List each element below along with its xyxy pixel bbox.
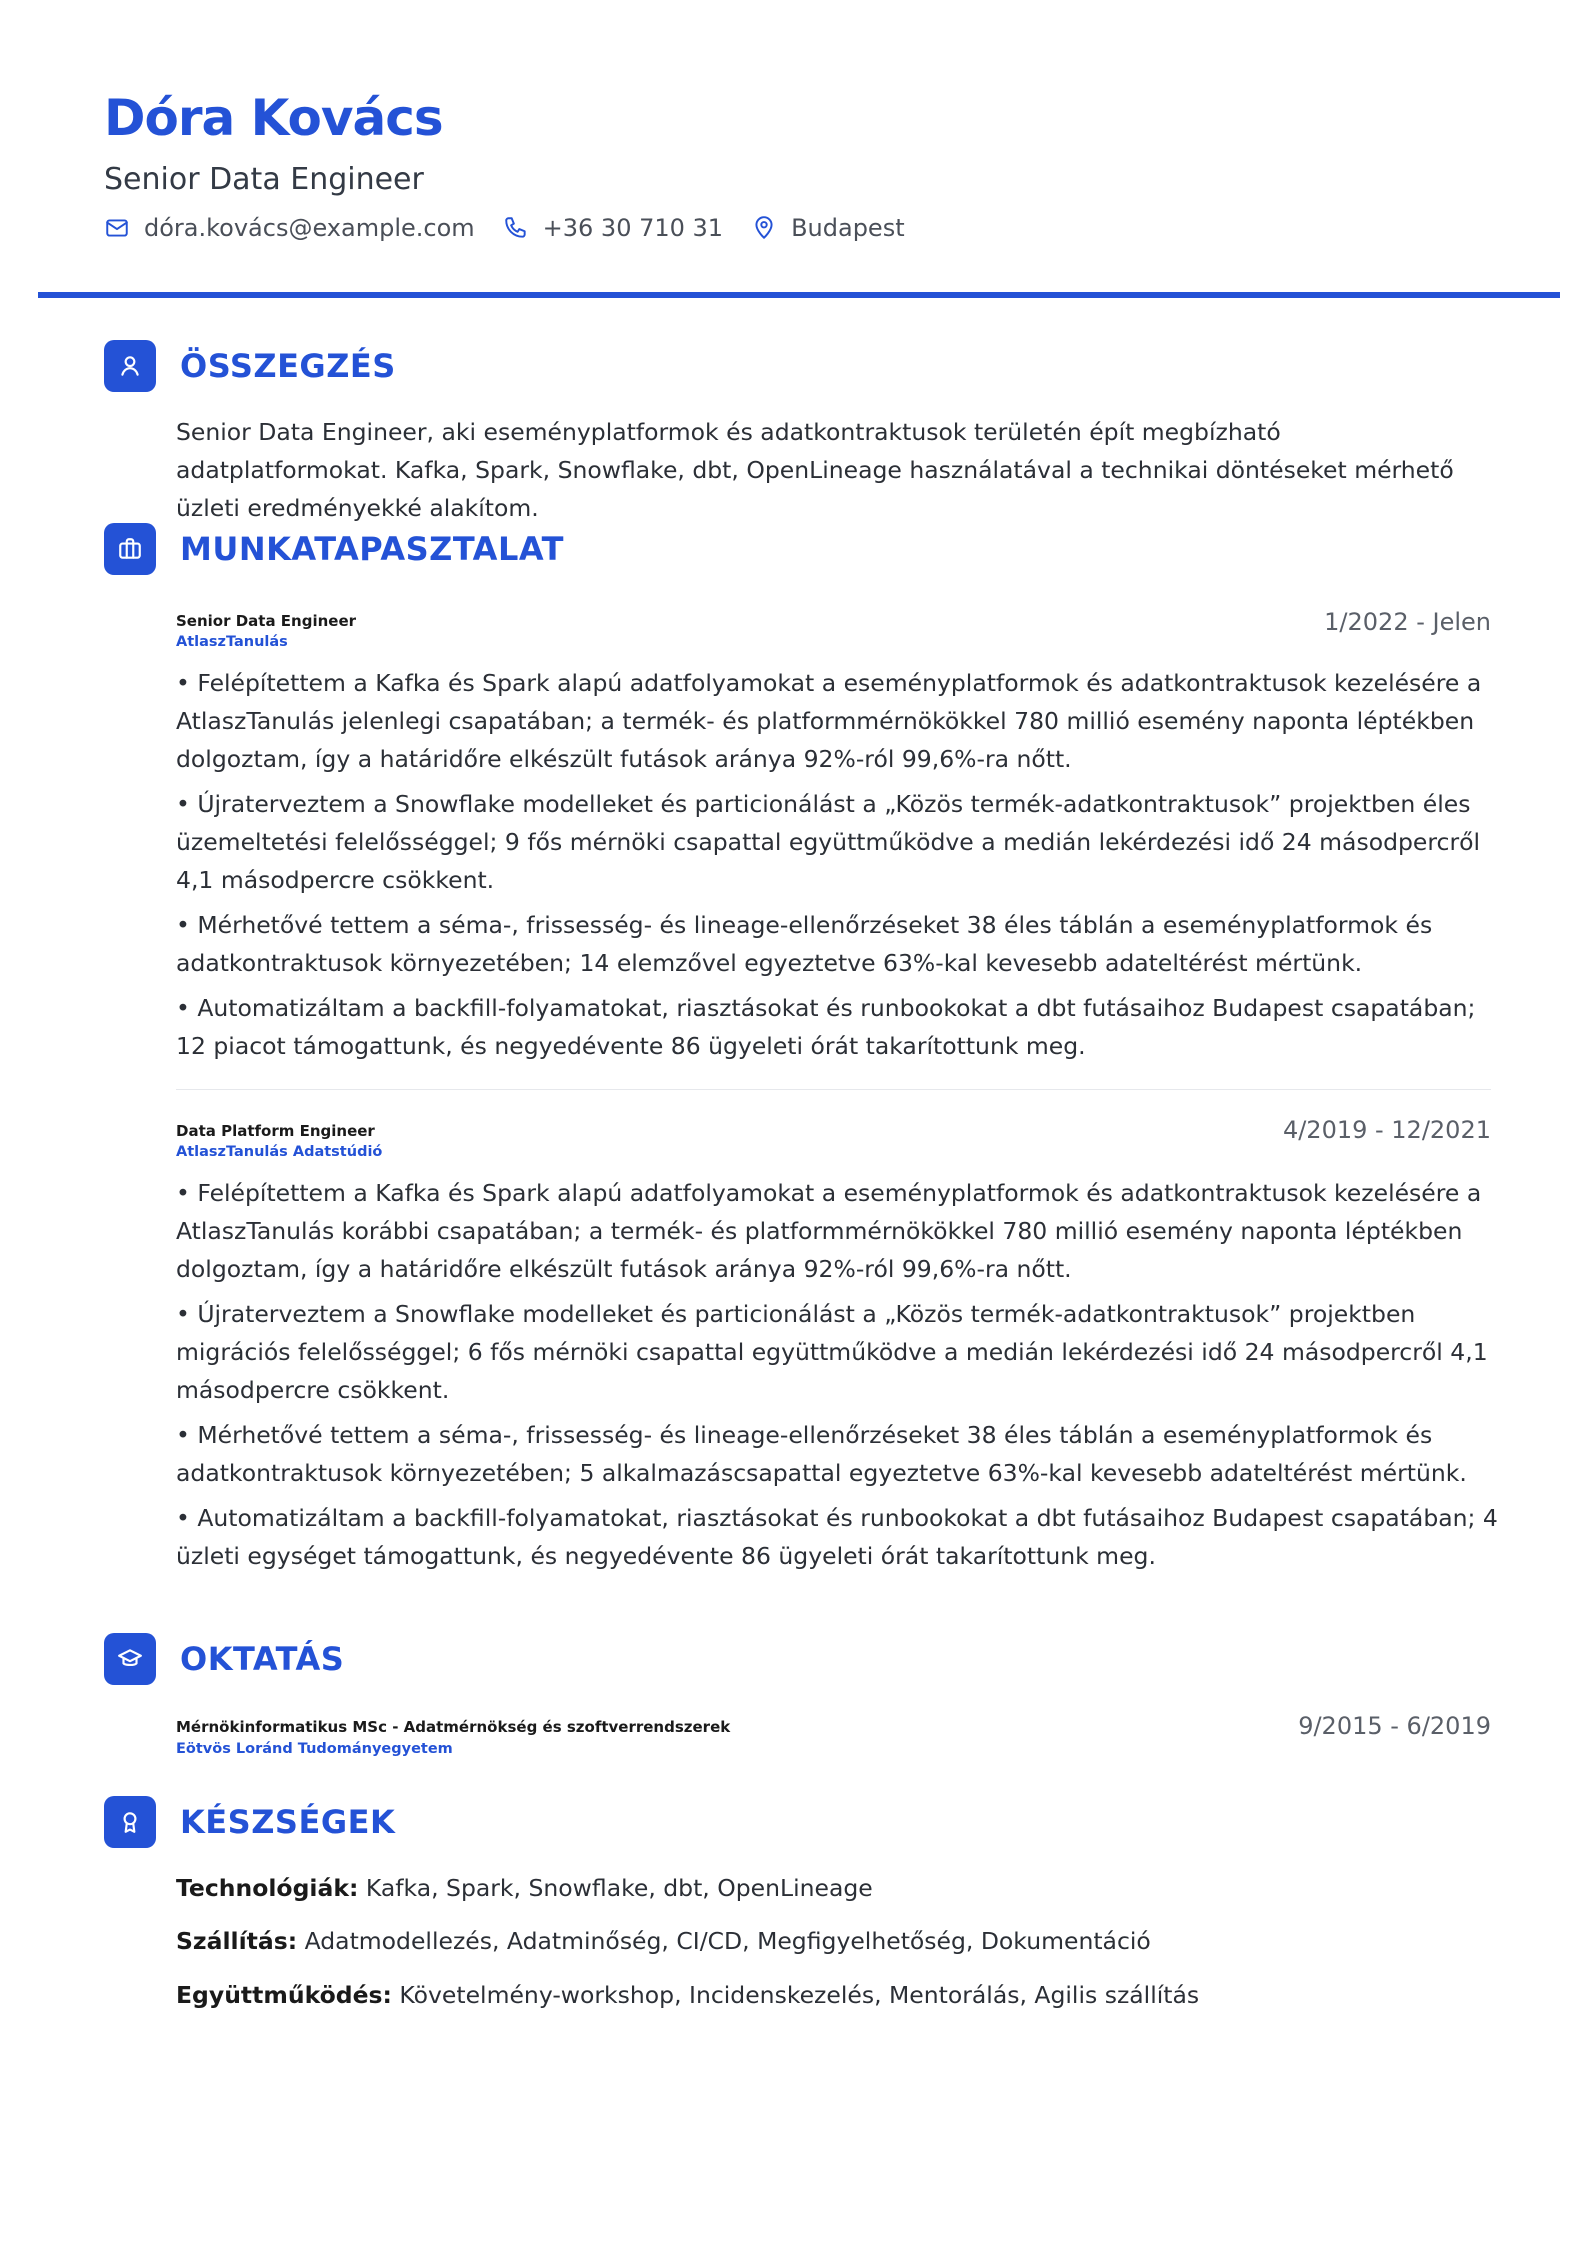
candidate-role: Senior Data Engineer <box>104 162 424 197</box>
summary-badge <box>104 340 156 392</box>
skill-value: Adatmodellezés, Adatminőség, CI/CD, Megfigyelhetőség, Dokumentáció <box>304 1927 1151 1955</box>
education-badge <box>104 1633 156 1685</box>
job-company: AtlaszTanulás Adatstúdió <box>176 1144 383 1160</box>
skill-row <box>176 1977 1199 2013</box>
user-icon <box>117 353 143 379</box>
contact-location <box>751 214 905 242</box>
job-title: Data Platform Engineer <box>176 1122 375 1140</box>
school-name: Eötvös Loránd Tudományegyetem <box>176 1741 453 1757</box>
job-dates: 1/2022 - Jelen <box>1324 608 1491 636</box>
experience-title: MUNKATAPASZTALAT <box>180 530 564 568</box>
contact-email[interactable] <box>104 214 475 242</box>
skill-row <box>176 1923 1151 1959</box>
phone-text: +36 30 710 31 <box>542 214 724 242</box>
mail-icon <box>104 215 130 241</box>
list-item: • Felépítettem a Kafka és Spark alapú adatfolyamokat a eseményplatformok és adatkontraktusok kezelésére a AtlaszTanulás korábbi csapatában; a termék- és platformmérnökökkel 780 millió esemény naponta léptékben dolgoztam, így a határidőre elkészült futások aránya 92%-ról 99,6%-ra nőtt. <box>176 1179 1482 1283</box>
job-dates: 4/2019 - 12/2021 <box>1282 1116 1491 1144</box>
list-item: • Automatizáltam a backfill-folyamatokat, riasztásokat és runbookokat a dbt futásaihoz Budapest csapatában; 4 üzleti egységet támogattunk, és negyedévente 86 ügyeleti órát takarítottunk meg. <box>176 1504 1498 1570</box>
location-text: Budapest <box>791 214 905 242</box>
job-company: AtlaszTanulás <box>176 634 288 650</box>
header-divider <box>38 292 1560 298</box>
briefcase-icon <box>117 536 143 562</box>
job-bullets <box>176 1174 1506 1582</box>
contact-phone[interactable] <box>503 214 723 242</box>
summary-text: Senior Data Engineer, aki eseményplatformok és adatkontraktusok területén épít megbízható adatplatformokat. Kafka, Spark, Snowflake, dbt, OpenLineage használatával a technikai döntéseket mérhető üzleti eredményekké alakítom. <box>176 418 1454 522</box>
summary-title: ÖSSZEGZÉS <box>180 347 396 385</box>
list-item: • Újraterveztem a Snowflake modelleket és particionálást a „Közös termék-adatkontraktusok” projektben migrációs felelősséggel; 6 fős mérnöki csapattal együttműködve a medián lekérdezési idő 24 másodpercről 4,1 másodpercre csökkent. <box>176 1300 1488 1404</box>
degree-title: Mérnökinformatikus MSc - Adatmérnökség és szoftverrendszerek <box>176 1718 731 1736</box>
email-text: dóra.kovács@example.com <box>144 214 475 242</box>
skill-label: Együttműködés: <box>176 1981 392 2009</box>
contact-row <box>104 212 1504 244</box>
list-item: • Automatizáltam a backfill-folyamatokat, riasztásokat és runbookokat a dbt futásaihoz Budapest csapatában; 12 piacot támogattunk, és negyedévente 86 ügyeleti órát takarítottunk meg. <box>176 994 1476 1060</box>
resume-header <box>104 88 1504 244</box>
award-icon <box>117 1809 143 1835</box>
skill-label: Szállítás: <box>176 1927 298 1955</box>
skill-value: Kafka, Spark, Snowflake, dbt, OpenLineage <box>365 1874 873 1902</box>
list-item: • Mérhetővé tettem a séma-, frissesség- és lineage-ellenőrzéseket 38 éles táblán a eseményplatformok és adatkontraktusok környezetében; 5 alkalmazáscsapattal egyeztetve 63%-kal kevesebb adateltérést mértünk. <box>176 1421 1467 1487</box>
skill-label: Technológiák: <box>176 1874 359 1902</box>
experience-section-header <box>104 523 564 575</box>
skills-badge <box>104 1796 156 1848</box>
summary-section-header <box>104 340 396 392</box>
list-item: • Újraterveztem a Snowflake modelleket és particionálást a „Közös termék-adatkontraktusok” projektben éles üzemeltetési felelősséggel; 9 fős mérnöki csapattal együttműködve a medián lekérdezési idő 24 másodpercről 4,1 másodpercre csökkent. <box>176 790 1481 894</box>
job-title: Senior Data Engineer <box>176 612 357 630</box>
job-divider <box>176 1089 1491 1090</box>
skills-title: KÉSZSÉGEK <box>180 1803 396 1841</box>
phone-icon <box>503 215 529 241</box>
list-item: • Felépítettem a Kafka és Spark alapú adatfolyamokat a eseményplatformok és adatkontraktusok kezelésére a AtlaszTanulás jelenlegi csapatában; a termék- és platformmérnökökkel 780 millió esemény naponta léptékben dolgoztam, így a határidőre elkészült futások aránya 92%-ról 99,6%-ra nőtt. <box>176 669 1482 773</box>
skills-section-header <box>104 1796 395 1848</box>
experience-badge <box>104 523 156 575</box>
location-pin-icon <box>751 215 777 241</box>
education-section-header <box>104 1633 344 1685</box>
education-dates: 9/2015 - 6/2019 <box>1298 1712 1491 1740</box>
skill-value: Követelmény-workshop, Incidenskezelés, Mentorálás, Agilis szállítás <box>399 1981 1200 2009</box>
job-bullets <box>176 664 1506 1072</box>
graduation-cap-icon <box>117 1646 143 1672</box>
candidate-name: Dóra Kovács <box>104 89 443 147</box>
skill-row <box>176 1870 873 1906</box>
education-title: OKTATÁS <box>180 1640 345 1678</box>
list-item: • Mérhetővé tettem a séma-, frissesség- és lineage-ellenőrzéseket 38 éles táblán a eseményplatformok és adatkontraktusok környezetében; 14 elemzővel egyeztetve 63%-kal kevesebb adateltérést mértünk. <box>176 911 1433 977</box>
